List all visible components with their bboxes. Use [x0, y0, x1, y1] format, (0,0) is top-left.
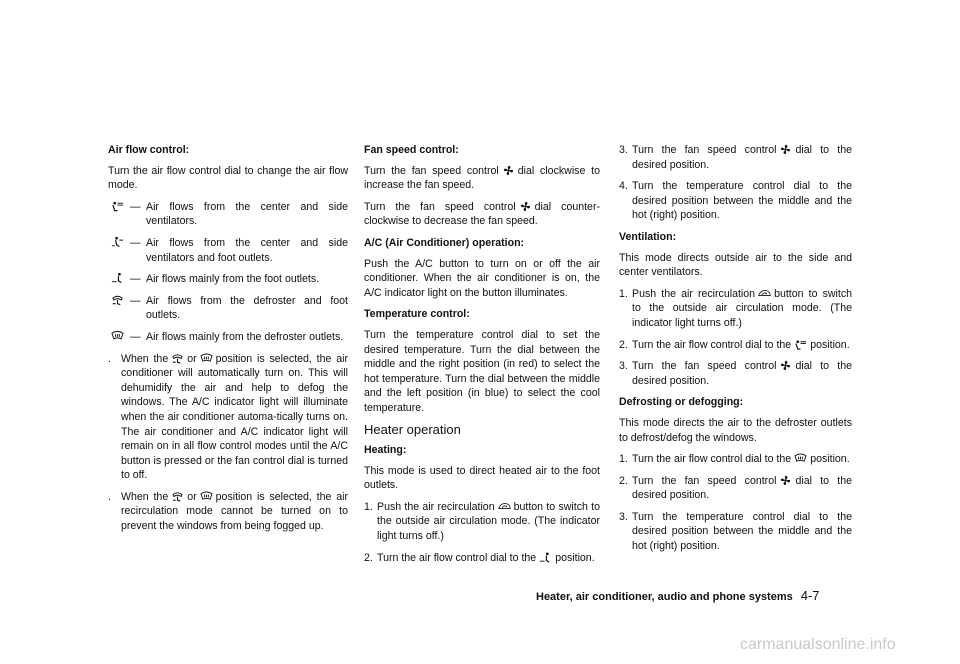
fan-icon — [776, 360, 795, 372]
temperature-heading: Temperature control: — [364, 308, 470, 321]
step-item: 2. Turn the air flow control dial to the position. — [364, 551, 595, 564]
defrost-icon — [108, 330, 126, 345]
defrosting-heading: Defrosting or defogging: — [619, 396, 744, 409]
defrost-icon — [791, 453, 810, 465]
vent-face-icon — [108, 200, 126, 229]
mode-item: — Air flows from the defroster and foot outlets. — [108, 294, 348, 323]
paragraph: This mode directs the air to the defroster outlets to defrost/defog the windows. — [619, 416, 852, 444]
heater-operation-heading: Heater operation — [364, 421, 461, 437]
left-column — [108, 143, 348, 541]
watermark: carmanualsonline.info — [740, 636, 896, 653]
ventilation-heading: Ventilation: — [619, 230, 677, 243]
step-item: 1. Push the air recirculation button to switch to the outside air circulation mode. (The indicator light turns off.) — [619, 287, 853, 329]
paragraph: Push the A/C button to turn on or off the air conditioner. When the air conditioner is on, the A/C indicator light on the button illuminates. — [364, 257, 600, 299]
paragraph: Turn the fan speed control dial clockwise to increase the fan speed. — [364, 164, 600, 192]
middle-column — [364, 143, 600, 572]
paragraph: Turn the temperature control dial to set the desired temperature. Turn the dial between the middle and the right position (in red) to select the hot temperature. Turn the dial between the middle and the left position (in blue) to select the cool temperature. — [364, 328, 600, 414]
step-item: 2. Turn the fan speed control dial to the desired position. — [619, 474, 852, 502]
step-item: 3. Turn the fan speed control dial to the desired position. — [619, 360, 852, 387]
step-item: 1. Push the air recirculation button to switch to the outside air circulation mode. (The indicator light turns off.) — [364, 500, 601, 543]
bilevel-icon — [108, 236, 126, 265]
mode-item: — Air flows from the center and side ventilators. — [108, 200, 348, 229]
bullet-item: . When the or position is selected, the air conditioner will automatically turn on. This will dehumidify the air and help to defog the windows. The A/C indicator light will illuminate when the air conditioner automa-tically turns on. The air conditioner and A/C indicator light will remain on in all flow control modes until the A/C button is pressed or the fan control dial is turned to off. — [108, 352, 348, 482]
bullet-item: . When the or position is selected, the air recirculation mode cannot be turned on to prevent the windows from being fogged up. — [108, 490, 348, 533]
mode-item: — Air flows from the center and side ventilators and foot outlets. — [108, 236, 348, 265]
air-flow-heading: Air flow control: — [108, 144, 190, 156]
mode-item: — Air flows mainly from the foot outlets. — [108, 272, 348, 287]
recirculation-icon — [755, 288, 774, 300]
fan-speed-heading: Fan speed control: — [364, 144, 459, 156]
step-item: 3. Turn the fan speed control dial to the desired position. — [619, 144, 852, 171]
step-item: 2. Turn the air flow control dial to the position. — [619, 338, 850, 351]
step-item: 1. Turn the air flow control dial to the position. — [619, 453, 850, 466]
foot-defrost-icon — [108, 294, 126, 323]
heating-heading: Heating: — [364, 444, 407, 457]
fan-icon — [516, 201, 535, 213]
page-footer — [536, 588, 820, 603]
fan-icon — [499, 165, 518, 177]
foot-defrost-icon — [168, 353, 187, 365]
air-flow-intro: Turn the air flow control dial to change the air flow mode. — [108, 164, 348, 192]
paragraph: Turn the fan speed control dial counter-clockwise to decrease the fan speed. — [364, 200, 601, 228]
foot-icon — [108, 272, 126, 287]
defrost-icon — [197, 491, 216, 503]
fan-icon — [776, 475, 795, 487]
mode-item: — Air flows mainly from the defroster outlets. — [108, 330, 348, 345]
ac-heading: A/C (Air Conditioner) operation: — [364, 236, 525, 249]
foot-icon — [536, 552, 555, 564]
step-item: 3. Turn the temperature control dial to the desired position between the middle and the hot (right) position. — [619, 510, 852, 553]
paragraph: This mode directs outside air to the side and center ventilators. — [619, 251, 852, 279]
section-title: Heater, air conditioner, audio and phone systems — [536, 591, 793, 603]
defrost-icon — [197, 353, 216, 365]
page-number: 4-7 — [800, 588, 820, 603]
recirculation-icon — [495, 501, 514, 513]
step-item: 4. Turn the temperature control dial to the desired position between the middle and the hot (right) position. — [619, 180, 852, 222]
vent-face-icon — [791, 339, 810, 351]
foot-defrost-icon — [168, 491, 187, 503]
right-column — [619, 143, 852, 561]
paragraph: This mode is used to direct heated air to the foot outlets. — [364, 464, 600, 492]
fan-icon — [776, 144, 795, 156]
